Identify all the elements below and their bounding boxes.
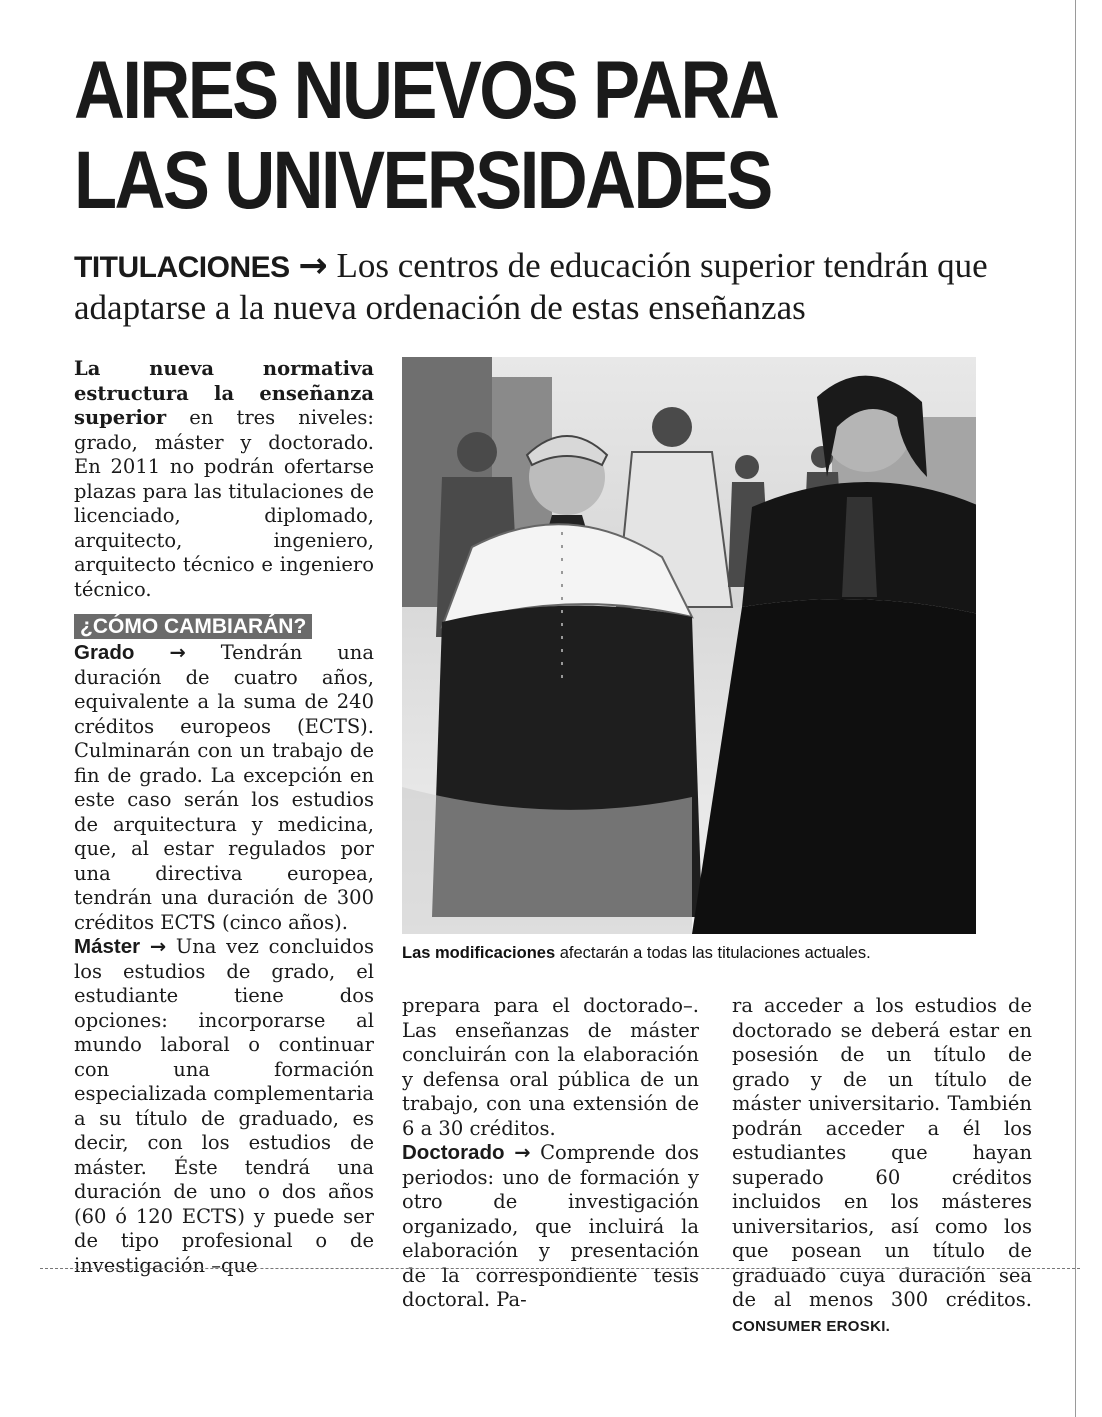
caption-text: afectarán a todas las titulaciones actuales. xyxy=(559,944,871,962)
photo-caption xyxy=(402,942,1002,964)
scan-edge-line xyxy=(1075,0,1076,1417)
subheadline-text: Los centros de educación superior tendrán que adaptarse a la nueva ordenación de estas enseñanzas xyxy=(74,246,988,327)
master-text: Una vez concluidos los estudios de grado, el estudiante tiene dos opciones: incorporarse al mundo laboral o continuar con una formación especializada complementaria a su título de graduado, es decir, con los estudios de máster. Éste tendrá una duración de uno o dos años (60 ó 120 ECTS) y puede ser de tipo profesional o de investigación –que xyxy=(74,935,375,1277)
intro-paragraph xyxy=(74,357,374,602)
grado-paragraph xyxy=(74,641,374,935)
signature: CONSUMER EROSKI. xyxy=(732,1317,891,1335)
doctorado-paragraph xyxy=(402,1141,699,1313)
caption-bold: Las modificaciones xyxy=(402,944,556,962)
headline-line-1: AIRES NUEVOS PARA xyxy=(74,45,778,136)
master-term: Máster xyxy=(74,935,141,958)
grado-term: Grado xyxy=(74,641,135,664)
photo-illustration xyxy=(402,357,976,934)
master-paragraph xyxy=(74,935,374,1278)
intro-text: en tres niveles: grado, máster y doctorado. En 2011 no podrán ofertarse plazas para las titulaciones de licenciado, diplomado, arquitecto, ingeniero, arquitecto técnico e ingeniero técnico. xyxy=(74,406,374,601)
arrow-icon: → xyxy=(298,246,328,286)
column-1 xyxy=(74,357,374,1278)
doctorado-text: Comprende dos periodos: uno de formación y otro de investigación organizado, que incluirá la elaboración y presentación de la correspondiente tesis doctoral. Pa- xyxy=(402,1141,700,1311)
section-title: ¿CÓMO CAMBIARÁN? xyxy=(74,614,312,639)
col2-paragraph xyxy=(402,994,699,1141)
column-2 xyxy=(402,994,699,1313)
col3-paragraph xyxy=(732,994,1032,1339)
headline xyxy=(74,46,900,226)
headline-line-2: LAS UNIVERSIDADES xyxy=(74,135,771,226)
arrow-icon: → xyxy=(149,935,167,958)
arrow-icon: → xyxy=(514,1141,531,1164)
col3-text: ra acceder a los estudios de doctorado se deberá estar en posesión de un título de grado y de un título de máster universitario. También podrán acceder a él los estudiantes que hayan superado 60 créditos incluidos en los másteres universitarios, así como los que posean un título de graduado cuya duración sea de al menos 300 créditos. xyxy=(732,994,1032,1311)
page-fold-line xyxy=(40,1268,1080,1269)
subheadline xyxy=(74,246,1034,328)
photo-graduation-procession xyxy=(402,357,976,934)
intro-lead: La nueva normativa estructura la enseñanza superior xyxy=(74,357,374,429)
column-3 xyxy=(732,994,1032,1339)
doctorado-term: Doctorado xyxy=(402,1141,505,1164)
grado-text: Tendrán una duración de cuatro años, equivalente a la suma de 240 créditos europeos (ECTS). Culminarán con un trabajo de fin de grado. La excepción en este caso serán los estudios de arquitectura y medicina, que, al estar regulados por una directiva europea, tendrán una duración de 300 créditos ECTS (cinco años). xyxy=(74,641,374,934)
kicker-label: TITULACIONES xyxy=(74,251,290,284)
col2-text: prepara para el doctorado–. Las enseñanzas de máster concluirán con la elaboración y defensa oral pública de un trabajo, con una extensión de 6 a 30 créditos. xyxy=(402,994,699,1140)
arrow-icon: → xyxy=(169,641,186,664)
